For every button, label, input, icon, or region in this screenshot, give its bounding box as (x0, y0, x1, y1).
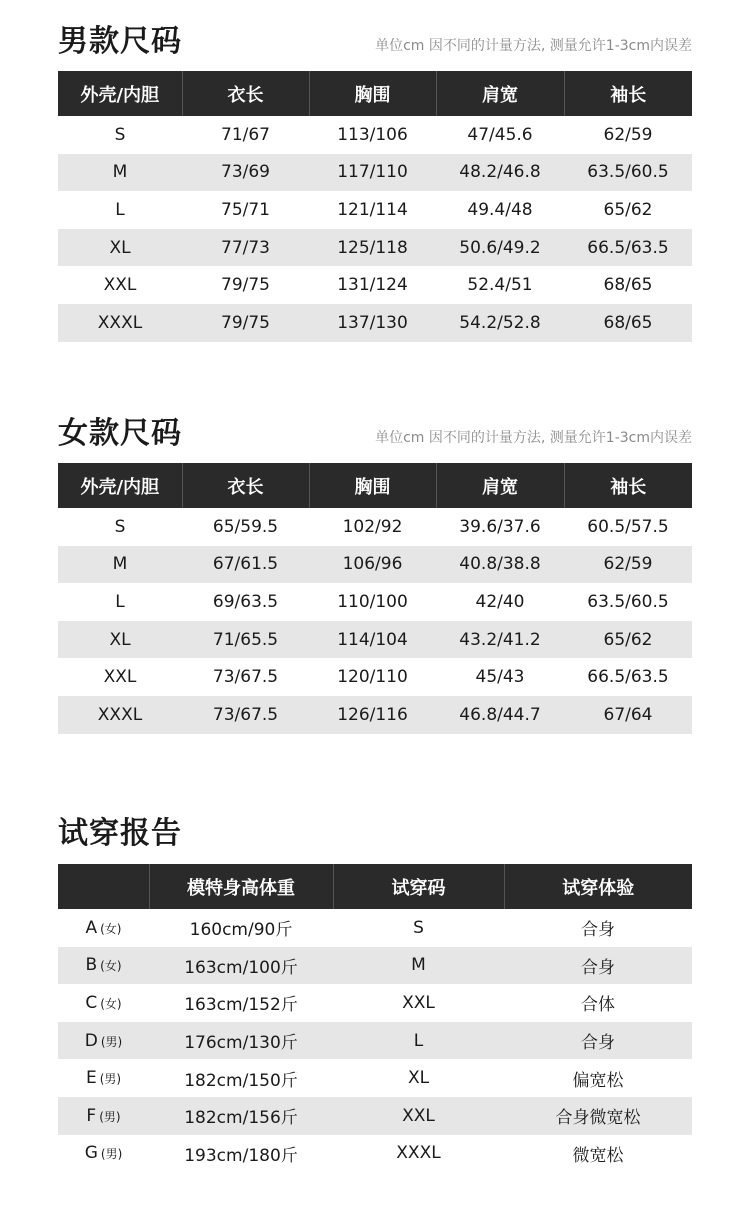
mens-table-header-row (58, 71, 692, 116)
table-row (58, 621, 692, 659)
sleeve-cell: 68/65 (603, 312, 653, 333)
table-row (58, 191, 692, 229)
height-weight-cell: 176cm/130斤 (184, 1033, 298, 1054)
length-cell: 73/67.5 (212, 704, 279, 725)
size-cell: XL (109, 629, 131, 650)
tester-letter: G (84, 1143, 98, 1164)
table-row (58, 696, 692, 734)
length-cell: 67/61.5 (212, 554, 279, 575)
sleeve-cell: 62/59 (603, 554, 653, 575)
fit-cell: 合身微宽松 (555, 1108, 641, 1129)
size-cell: L (115, 591, 125, 612)
fit-cell: 合体 (581, 995, 615, 1016)
length-cell: 79/75 (221, 275, 270, 296)
tester-cell (58, 1135, 149, 1173)
sleeve-cell: 62/59 (603, 124, 653, 145)
shoulder-cell: 54.2/52.8 (459, 312, 541, 333)
chest-cell: 137/130 (337, 312, 408, 333)
trial-size-cell: XXXL (396, 1143, 441, 1164)
length-cell: 71/67 (221, 124, 270, 145)
size-cell: XL (109, 237, 131, 258)
length-cell: 69/63.5 (212, 591, 279, 612)
tester-cell (58, 984, 149, 1022)
size-cell: XXL (103, 667, 137, 688)
size-cell: XXXL (97, 704, 143, 725)
trial-size-cell: XXL (402, 992, 435, 1013)
fit-cell: 合身 (581, 920, 615, 941)
length-cell: 79/75 (221, 312, 270, 333)
mens-size-table (58, 71, 692, 342)
trial-table-header-row (58, 864, 692, 909)
sleeve-cell: 60.5/57.5 (587, 516, 669, 537)
trial-report-section (58, 814, 692, 1172)
tester-gender: (男) (100, 1034, 123, 1049)
table-row (58, 229, 692, 267)
tester-gender: (女) (100, 996, 122, 1011)
tester-gender: (男) (100, 1147, 123, 1162)
chest-cell: 110/100 (337, 591, 408, 612)
chest-cell: 102/92 (342, 516, 403, 537)
table-row (58, 508, 692, 546)
table-row (58, 947, 692, 985)
chest-cell: 125/118 (337, 237, 408, 258)
table-row (58, 1059, 692, 1097)
tester-cell (58, 1097, 149, 1135)
col-header-length: 衣长 (182, 463, 309, 508)
shoulder-cell: 47/45.6 (467, 124, 533, 145)
table-row (58, 984, 692, 1022)
trial-size-cell: XXL (402, 1105, 435, 1126)
chest-cell: 117/110 (337, 162, 408, 183)
chest-cell: 126/116 (337, 704, 408, 725)
col-header-shoulder: 肩宽 (436, 71, 564, 116)
shoulder-cell: 50.6/49.2 (459, 237, 541, 258)
length-cell: 73/69 (221, 162, 270, 183)
mens-measure-note: 单位cm 因不同的计量方法, 测量允许1-3cm内误差 (375, 38, 692, 54)
tester-gender: (女) (100, 921, 122, 936)
sleeve-cell: 66.5/63.5 (587, 667, 669, 688)
shoulder-cell: 43.2/41.2 (459, 629, 541, 650)
chest-cell: 106/96 (342, 554, 403, 575)
tester-letter: E (85, 1068, 97, 1089)
size-cell: XXXL (97, 312, 143, 333)
col-header-model-height-weight: 模特身高体重 (149, 864, 333, 909)
sleeve-cell: 65/62 (603, 629, 653, 650)
womens-measure-note: 单位cm 因不同的计量方法, 测量允许1-3cm内误差 (375, 430, 692, 446)
table-row (58, 266, 692, 304)
length-cell: 77/73 (221, 237, 270, 258)
shoulder-cell: 52.4/51 (467, 275, 533, 296)
shoulder-cell: 40.8/38.8 (459, 554, 541, 575)
chest-cell: 113/106 (337, 124, 408, 145)
length-cell: 75/71 (221, 199, 270, 220)
table-row (58, 116, 692, 154)
tester-letter: D (84, 1030, 98, 1051)
col-header-shoulder: 肩宽 (436, 463, 564, 508)
womens-section-header (58, 414, 692, 454)
sleeve-cell: 63.5/60.5 (587, 162, 669, 183)
table-row (58, 1097, 692, 1135)
table-row (58, 1022, 692, 1060)
shoulder-cell: 46.8/44.7 (459, 704, 541, 725)
table-row (58, 658, 692, 696)
trial-section-header (58, 814, 692, 854)
size-cell: M (112, 554, 128, 575)
col-header-trial-size: 试穿码 (333, 864, 504, 909)
chest-cell: 114/104 (337, 629, 408, 650)
col-header-sleeve: 袖长 (564, 71, 692, 116)
trial-size-cell: XL (407, 1068, 430, 1089)
shoulder-cell: 49.4/48 (467, 199, 533, 220)
fit-cell: 合身 (581, 1033, 615, 1054)
tester-cell (58, 909, 149, 947)
shoulder-cell: 45/43 (475, 667, 525, 688)
tester-gender: (男) (99, 1109, 121, 1124)
tester-gender: (男) (99, 1072, 122, 1087)
tester-letter: C (85, 992, 98, 1013)
shoulder-cell: 48.2/46.8 (459, 162, 541, 183)
tester-gender: (女) (100, 959, 122, 974)
col-header-length: 衣长 (182, 71, 309, 116)
sleeve-cell: 68/65 (603, 275, 653, 296)
height-weight-cell: 163cm/100斤 (184, 957, 298, 978)
size-cell: XXL (103, 275, 137, 296)
mens-section-header (58, 22, 692, 62)
size-cell: L (115, 199, 125, 220)
table-row (58, 154, 692, 192)
sleeve-cell: 65/62 (603, 199, 653, 220)
sleeve-cell: 63.5/60.5 (587, 591, 669, 612)
womens-table-header-row (58, 463, 692, 508)
table-row (58, 546, 692, 584)
chest-cell: 120/110 (337, 667, 408, 688)
length-cell: 65/59.5 (212, 516, 279, 537)
mens-section-title: 男款尺码 (58, 24, 182, 59)
tester-cell (58, 947, 149, 985)
col-header-trial-experience: 试穿体验 (504, 864, 692, 909)
trial-size-cell: M (411, 955, 426, 976)
col-header-shell-liner: 外壳/内胆 (80, 476, 160, 498)
shoulder-cell: 42/40 (475, 591, 525, 612)
trial-report-table (58, 864, 692, 1172)
table-row (58, 583, 692, 621)
tester-cell (58, 1059, 149, 1097)
fit-cell: 合身 (581, 957, 615, 978)
womens-size-table (58, 463, 692, 734)
length-cell: 71/65.5 (212, 629, 279, 650)
shoulder-cell: 39.6/37.6 (459, 516, 541, 537)
col-header-shell-liner: 外壳/内胆 (80, 84, 160, 106)
trial-size-cell: L (413, 1030, 424, 1051)
womens-size-section (58, 414, 692, 734)
height-weight-cell: 182cm/150斤 (184, 1070, 298, 1091)
chest-cell: 121/114 (337, 199, 408, 220)
height-weight-cell: 182cm/156斤 (184, 1108, 298, 1129)
chest-cell: 131/124 (337, 275, 408, 296)
tester-letter: F (86, 1105, 97, 1126)
size-cell: S (114, 516, 126, 537)
size-cell: S (114, 124, 126, 145)
trial-size-cell: S (413, 917, 424, 938)
height-weight-cell: 160cm/90斤 (189, 920, 293, 941)
height-weight-cell: 193cm/180斤 (184, 1145, 298, 1166)
col-header-chest: 胸围 (309, 463, 436, 508)
tester-cell (58, 1022, 149, 1060)
sleeve-cell: 66.5/63.5 (587, 237, 669, 258)
tester-letter: B (85, 955, 98, 976)
table-row (58, 1135, 692, 1173)
col-header-sleeve: 袖长 (564, 463, 692, 508)
size-cell: M (112, 162, 128, 183)
fit-cell: 偏宽松 (572, 1070, 624, 1091)
length-cell: 73/67.5 (212, 667, 279, 688)
table-row (58, 304, 692, 342)
womens-section-title: 女款尺码 (58, 416, 182, 451)
col-header-chest: 胸围 (309, 71, 436, 116)
height-weight-cell: 163cm/152斤 (184, 995, 298, 1016)
mens-size-section (58, 22, 692, 342)
sleeve-cell: 67/64 (603, 704, 653, 725)
table-row (58, 909, 692, 947)
fit-cell: 微宽松 (572, 1145, 624, 1166)
col-header-tester (58, 864, 149, 909)
tester-letter: A (85, 917, 98, 938)
trial-section-title: 试穿报告 (58, 816, 182, 851)
